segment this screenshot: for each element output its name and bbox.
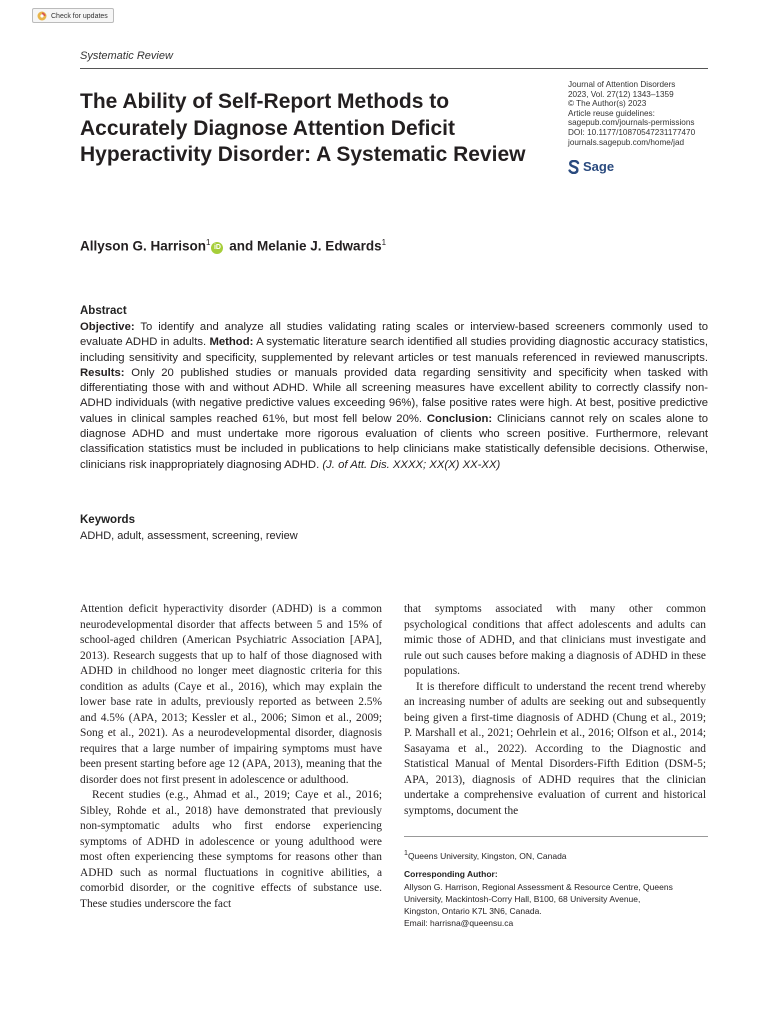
objective-label: Objective: — [80, 321, 135, 333]
author-name: Melanie J. Edwards — [257, 238, 382, 254]
journal-line: Article reuse guidelines: — [568, 108, 655, 118]
check-for-updates-button[interactable] — [32, 8, 114, 23]
check-for-updates-icon — [37, 11, 47, 21]
body-right-column — [404, 602, 706, 819]
citation: (J. of Att. Dis. XXXX; XX(X) XX-XX) — [322, 458, 501, 471]
abstract-heading: Abstract — [80, 305, 127, 317]
keywords-list: ADHD, adult, assessment, screening, review — [80, 530, 298, 542]
affiliation-marker: 1 — [381, 238, 387, 247]
affiliation-marker: 1 — [206, 238, 211, 247]
journal-info — [568, 80, 728, 147]
sage-s-icon — [568, 160, 580, 174]
journal-line: © The Author(s) 2023 — [568, 99, 647, 109]
conclusion-text: Clinicians cannot rely on scales alone to diagnose ADHD and must undertake more rigorous evaluation of clients who screen positive. Furthermore, relevant classification statistics must be included in publications to help clinicians make statistically defensible decisions. Otherwise, clinicians risk inappropriately diagnosing ADHD. — [80, 412, 709, 471]
conclusion-label: Conclusion: — [426, 412, 493, 425]
article-title: The Ability of Self-Report Methods to Accurately Diagnose Attention Deficit Hyperactivity Disorder: A Systematic Review — [80, 90, 526, 166]
body-left-column — [80, 602, 382, 912]
sage-label: Sage — [583, 159, 615, 174]
check-for-updates-label: Check for updates — [51, 13, 108, 20]
sage-logo — [568, 159, 614, 174]
journal-line[interactable]: sagepub.com/journals-permissions — [568, 118, 695, 128]
author-name: Allyson G. Harrison — [80, 238, 207, 254]
affiliation-text: Queens University, Kingston, ON, Canada — [407, 850, 567, 861]
corr-line: Allyson G. Harrison, Regional Assessment & Resource Centre, Queens — [404, 882, 673, 892]
keywords-heading: Keywords — [80, 514, 135, 526]
objective-text: To identify and analyze all studies validating rating scales or interview-based screeners commonly used to evaluate ADHD in adults. — [80, 321, 708, 349]
section-label: Systematic Review — [80, 50, 173, 62]
orcid-icon[interactable]: iD — [211, 242, 223, 254]
affiliation-footnote-marker: 1 — [404, 849, 408, 857]
corresponding-author-details — [404, 881, 708, 929]
results-label: Results: — [80, 366, 125, 379]
author-line — [80, 238, 386, 254]
affiliation-footnote — [404, 848, 708, 862]
abstract-body — [80, 320, 708, 473]
author-connector: and — [229, 238, 254, 254]
corr-email[interactable]: Email: harrisna@queensu.ca — [404, 918, 514, 928]
doi-line[interactable]: DOI: 10.1177/10870547231177470 — [568, 127, 696, 137]
journal-line[interactable]: journals.sagepub.com/home/jad — [568, 137, 685, 147]
body-paragraph: Recent studies (e.g., Ahmad et al., 2019; Caye et al., 2016; Sibley, Rohde et al., 2018) have demonstrated that previously non-symptomatic adults who first endorse experiencing symptoms of ADHD in adolescence or young adulthood were most often experiencing these symptoms for reasons other than ADHD such as normal fluctuations in cognitive abilities, a comorbid disorder, or the cognitive effects of substance use. These studies underscore the fact — [80, 789, 382, 910]
body-paragraph: that symptoms associated with many other common psychological conditions that affect adolescents and adults can mimic those of ADHD, and that clinicians must investigate and rule out such causes before making a diagnosis of ADHD in these populations. — [404, 603, 706, 677]
method-text: A systematic literature search identified all studies providing diagnostic accuracy statistics, including sensitivity and specificity, supplemented by relevant articles or test manuals referenced in reviewed manuscripts. — [80, 336, 709, 364]
corr-line: University, Mackintosh-Corry Hall, B100, 68 University Avenue, — [404, 894, 641, 904]
footnote-rule — [404, 836, 708, 837]
header-rule — [80, 68, 708, 69]
body-paragraph: It is therefore difficult to understand the recent trend whereby an increasing number of adults are seeking out and subsequently being given a first-time diagnosis of ADHD (Chung et al., 2019; P. Marshall et al., 2021; Oehrlein et al., 2016; Olfson et al., 2014; Sasayama et al., 2022). According to the Diagnostic and Statistical Manual of Mental Disorders-Fifth Edition (DSM-5; APA, 2013), diagnosis of ADHD requires that the clinician undertake a comprehensive evaluation of current and historical symptoms, document the — [404, 680, 706, 817]
results-text: Only 20 published studies or manuals provided data regarding sensitivity and specificity when tasked with differentiating those with and without ADHD. While all screening measures have excellent ability to correctly classify non-ADHD individuals (with negative predictive values exceeding 96%), false positive rates were high. At best, positive predictive values in clinical samples reached 61%, but most fell below 20%. — [80, 366, 708, 425]
method-label: Method: — [209, 336, 254, 349]
corr-line: Kingston, Ontario K7L 3N6, Canada. — [404, 906, 542, 916]
body-paragraph: Attention deficit hyperactivity disorder (ADHD) is a common neurodevelopmental disorder that affects between 5 and 15% of school-aged children (American Psychiatric Association [APA], 2013). Research suggests that up to half of those diagnosed with ADHD in childhood no longer meet diagnostic criteria for this condition as adults (Caye et al., 2016), which may explain the lower base rate in adults, previously reported as between 2.5% and 4.5% (APA, 2013; Kessler et al., 2006; Simon et al., 2009; Song et al., 2021). As a neurodevelopmental disorder, diagnosis requires that a large number of impairing symptoms must have been present starting before age 12 (APA, 2013), meaning that the disorder does not first present in adolescence or adulthood. — [80, 603, 382, 786]
journal-line: Journal of Attention Disorders — [568, 80, 676, 89]
journal-line: 2023, Vol. 27(12) 1343–1359 — [568, 89, 674, 99]
corresponding-author-label: Corresponding Author: — [404, 869, 498, 879]
